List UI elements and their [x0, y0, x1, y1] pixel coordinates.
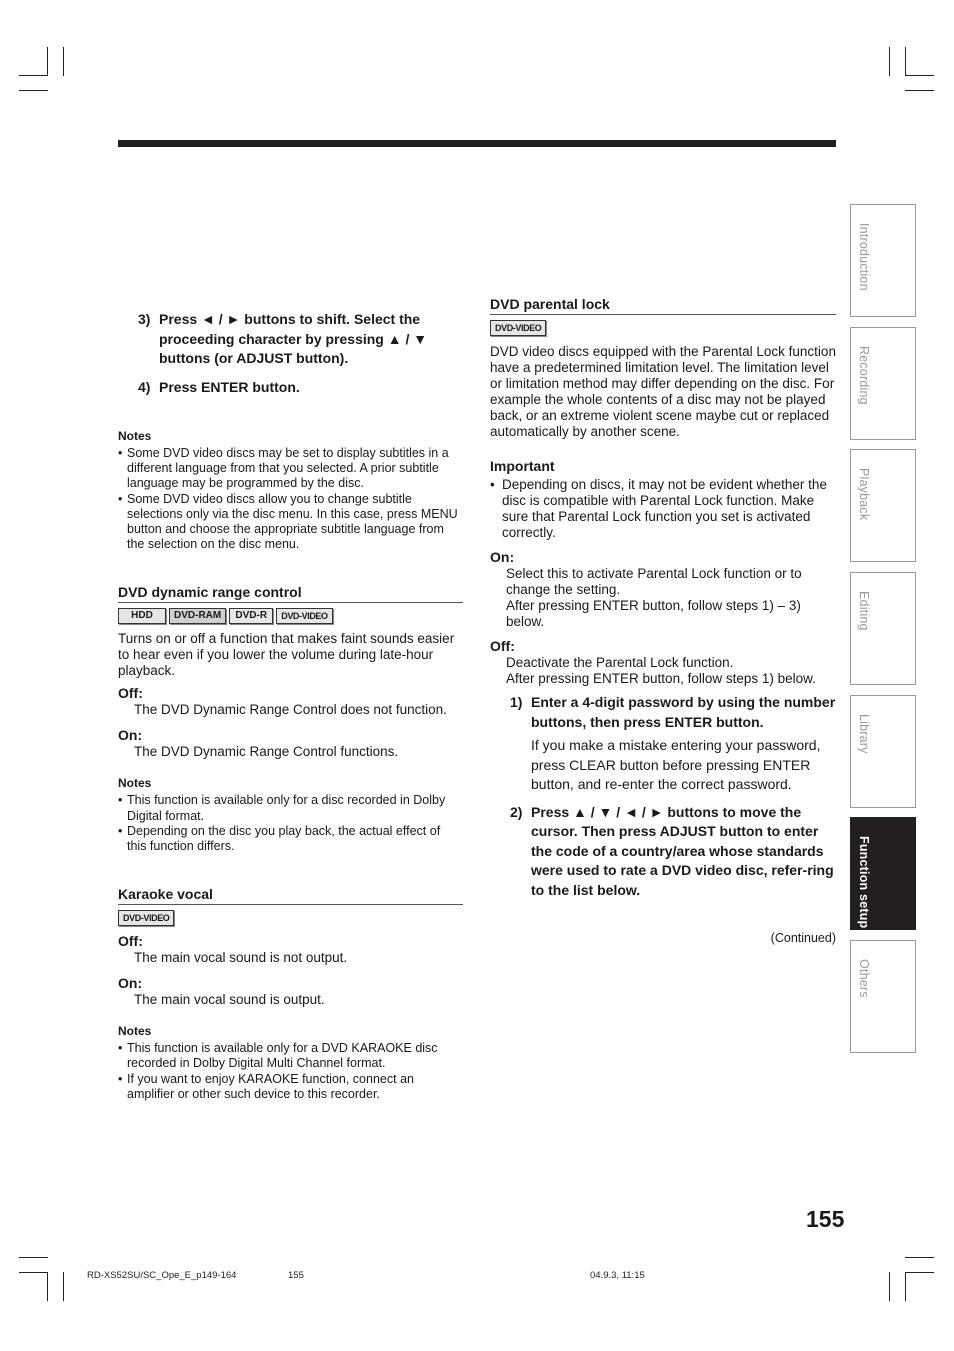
- tab-label: Others: [857, 959, 871, 998]
- header-rule: [118, 140, 836, 147]
- notes-karaoke: [118, 1024, 463, 1102]
- tab-label: Introduction: [857, 223, 871, 291]
- note-item: • Depending on the disc you play back, the actual effect of this function differs.: [118, 824, 463, 854]
- page-number: 155: [806, 1206, 845, 1232]
- crop-mark: [889, 47, 890, 76]
- parental-step-1: [510, 693, 836, 732]
- crop-mark: [47, 1272, 48, 1301]
- option-on-text: After pressing ENTER button, follow steps 1) – 3) below.: [506, 598, 801, 629]
- tab-function-setup[interactable]: [850, 817, 916, 930]
- media-badge-dvd-video: DVD-VIDEO: [118, 910, 174, 926]
- notes-title: Notes: [118, 1024, 152, 1039]
- option-off-text: Deactivate the Parental Lock function.: [506, 655, 734, 670]
- crop-mark: [47, 47, 48, 76]
- step-number: 1): [510, 694, 523, 710]
- step-text: Press ▲ / ▼ / ◄ / ► buttons to move the cursor. Then press ADJUST button to enter the code of a country/area whose standards were used to rate a DVD video disc, refer-ring to the list below.: [531, 803, 834, 898]
- important-list: [490, 477, 836, 541]
- notes-subtitles: [118, 429, 463, 552]
- option-on-label: On:: [118, 727, 143, 744]
- notes-title: Notes: [118, 429, 152, 443]
- option-on-text: The main vocal sound is output.: [134, 992, 325, 1008]
- tab-label: Function setup: [857, 836, 871, 929]
- tab-others[interactable]: [850, 940, 916, 1053]
- media-badge-dvd-ram: DVD-RAM: [169, 608, 226, 624]
- right-column: [490, 290, 836, 900]
- crop-mark: [19, 1272, 48, 1273]
- option-on-label: On:: [118, 975, 143, 992]
- section-karaoke: [118, 886, 463, 1102]
- step-text: Enter a 4-digit password by using the number buttons, then press ENTER button.: [531, 694, 836, 730]
- section-title: Karaoke vocal: [118, 886, 463, 905]
- crop-mark: [889, 1272, 890, 1301]
- step-number: 3): [138, 311, 151, 327]
- section-description: Turns on or off a function that makes faint sounds easier to hear even if you lower the volume during late-hour playback.: [118, 631, 455, 679]
- step-text: Press ENTER button.: [159, 378, 300, 395]
- tab-introduction[interactable]: [850, 204, 916, 317]
- note-item: • Some DVD video discs may be set to display subtitles in a different language from that you selected. A prior subtitle language may be programmed by the disc.: [118, 446, 463, 492]
- footer-date: 04.9.3, 11:15: [590, 1270, 645, 1281]
- crop-mark: [905, 1272, 934, 1273]
- step-3: [138, 310, 463, 369]
- notes-dynamic-range: [118, 776, 463, 854]
- section-title: DVD dynamic range control: [118, 584, 463, 603]
- crop-mark: [905, 1272, 906, 1301]
- option-off-text: After pressing ENTER button, follow steps 1) below.: [506, 671, 816, 686]
- crop-mark: [63, 47, 64, 76]
- media-badge-dvd-r: DVD-R: [229, 608, 273, 624]
- note-item: • If you want to enjoy KARAOKE function, connect an amplifier or other such device to this recorder.: [118, 1072, 463, 1102]
- media-badges: [118, 910, 463, 925]
- tab-label: Editing: [857, 591, 871, 631]
- footer-file: RD-XS52SU/SC_Ope_E_p149-164: [87, 1270, 237, 1281]
- crop-mark: [905, 47, 906, 76]
- step-4: [138, 378, 463, 398]
- tab-playback[interactable]: [850, 449, 916, 562]
- crop-mark: [905, 90, 934, 91]
- option-off-label: Off:: [118, 685, 143, 702]
- tab-label: Recording: [857, 346, 871, 405]
- section-title: DVD parental lock: [490, 296, 836, 315]
- notes-title: Notes: [118, 776, 152, 791]
- step-detail: If you make a mistake entering your password, press CLEAR button before pressing ENTER button, and re-enter the correct password.: [531, 737, 821, 792]
- option-off-text: The DVD Dynamic Range Control does not function.: [134, 702, 447, 718]
- media-badges: [118, 608, 463, 623]
- important-item: • Depending on discs, it may not be evident whether the disc is compatible with Parental Lock function. Make sure that Parental Lock function you set is activated correctly.: [490, 477, 836, 541]
- note-item: • This function is available only for a disc recorded in Dolby Digital format.: [118, 793, 463, 823]
- media-badge-dvd-video: DVD-VIDEO: [276, 608, 332, 624]
- media-badge-dvd-video: DVD-VIDEO: [490, 320, 546, 336]
- option-off-text: The main vocal sound is not output.: [134, 950, 348, 966]
- section-dynamic-range: [118, 584, 463, 854]
- tab-label: Playback: [857, 468, 871, 521]
- option-off-label: Off:: [490, 638, 515, 654]
- tab-library[interactable]: [850, 695, 916, 808]
- tab-editing[interactable]: [850, 572, 916, 685]
- section-description: DVD video discs equipped with the Parental Lock function have a predetermined limitation level. The limitation level or limitation method may differ depending on the disc. For example the whole contents of a disc may not be played back, or an extreme violent scene maybe cut or replaced automatically by another scene.: [490, 344, 836, 439]
- step-number: 4): [138, 378, 151, 395]
- continued-label: (Continued): [770, 931, 836, 945]
- crop-mark: [19, 1257, 48, 1258]
- option-off-label: Off:: [118, 933, 143, 950]
- crop-mark: [905, 75, 934, 76]
- option-on-label: On:: [490, 549, 515, 565]
- media-badges: [490, 320, 836, 335]
- crop-mark: [905, 1257, 934, 1258]
- note-item: • Some DVD video discs allow you to change subtitle selections only via the disc menu. In this case, press MENU button and choose the appropriate subtitle language from the selection on the disc menu.: [118, 492, 463, 553]
- tab-label: Library: [857, 714, 871, 754]
- step-text: Press ◄ / ► buttons to shift. Select the proceeding character by pressing ▲ / ▼ buttons (or ADJUST button).: [159, 311, 428, 366]
- crop-mark: [19, 90, 48, 91]
- crop-mark: [19, 75, 48, 76]
- parental-step-2: [510, 803, 836, 901]
- option-on-text: The DVD Dynamic Range Control functions.: [134, 744, 399, 760]
- note-item: • This function is available only for a DVD KARAOKE disc recorded in Dolby Digital Multi Channel format.: [118, 1041, 463, 1071]
- option-on-text: Select this to activate Parental Lock function or to change the setting.: [506, 566, 802, 597]
- important-label: Important: [490, 458, 555, 474]
- crop-mark: [63, 1272, 64, 1301]
- footer-page: 155: [288, 1270, 304, 1281]
- tab-recording[interactable]: [850, 327, 916, 440]
- left-column: [118, 300, 463, 1102]
- media-badge-hdd: HDD: [118, 608, 166, 624]
- step-number: 2): [510, 803, 523, 820]
